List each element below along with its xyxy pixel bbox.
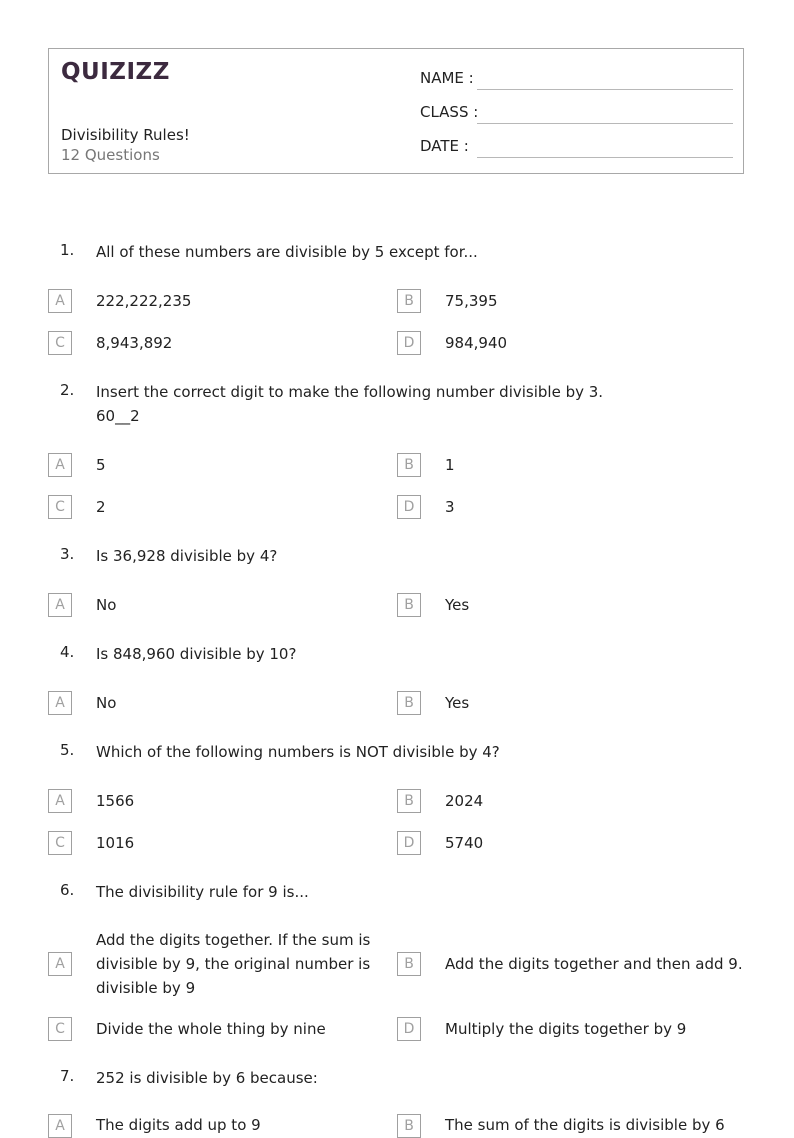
- question-text-line2: 60__2: [96, 407, 140, 425]
- question-number: 4.: [60, 643, 75, 661]
- option-text: 5740: [445, 834, 484, 852]
- option-letter-badge: D: [397, 1017, 421, 1041]
- option-letter-badge: A: [48, 691, 72, 715]
- option-letter-badge: B: [397, 453, 421, 477]
- option-letter-badge: A: [48, 289, 72, 313]
- question-text: Is 36,928 divisible by 4?: [96, 547, 278, 565]
- question-number: 7.: [60, 1067, 75, 1085]
- option-letter-badge: C: [48, 831, 72, 855]
- option-text: Add the digits together and then add 9.: [445, 955, 743, 973]
- option-letter-badge: B: [397, 289, 421, 313]
- option-text: 8,943,892: [96, 334, 173, 352]
- name-label: NAME :: [420, 69, 474, 87]
- option-text: 5: [96, 456, 106, 474]
- option-text: 75,395: [445, 292, 498, 310]
- option-letter-badge: A: [48, 952, 72, 976]
- question-number: 6.: [60, 881, 75, 899]
- question-text: Insert the correct digit to make the following number divisible by 3.: [96, 383, 604, 401]
- option-text: 984,940: [445, 334, 508, 352]
- option-letter-badge: A: [48, 453, 72, 477]
- worksheet-title: Divisibility Rules!: [61, 126, 190, 144]
- option-text: 3: [445, 498, 455, 516]
- option-text: 2: [96, 498, 106, 516]
- question-text: Which of the following numbers is NOT divisible by 4?: [96, 743, 500, 761]
- option-letter-badge: B: [397, 789, 421, 813]
- date-label: DATE :: [420, 137, 469, 155]
- option-letter-badge: D: [397, 831, 421, 855]
- option-letter-badge: D: [397, 495, 421, 519]
- option-text: 1016: [96, 834, 135, 852]
- option-letter-badge: A: [48, 789, 72, 813]
- option-text: Multiply the digits together by 9: [445, 1020, 687, 1038]
- option-text: 1566: [96, 792, 135, 810]
- option-text: 1: [445, 456, 455, 474]
- option-letter-badge: B: [397, 593, 421, 617]
- worksheet-header: [48, 48, 744, 174]
- question-text: All of these numbers are divisible by 5 except for...: [96, 243, 478, 261]
- option-text: No: [96, 596, 117, 614]
- quizizz-logo: QUIZIZZ: [61, 59, 170, 85]
- option-text: No: [96, 694, 117, 712]
- class-line: [477, 123, 733, 124]
- class-label: CLASS :: [420, 103, 479, 121]
- option-text: The sum of the digits is divisible by 6: [445, 1116, 725, 1134]
- option-letter-badge: C: [48, 495, 72, 519]
- question-number: 3.: [60, 545, 75, 563]
- question-number: 5.: [60, 741, 75, 759]
- option-letter-badge: C: [48, 1017, 72, 1041]
- option-letter-badge: A: [48, 1114, 72, 1138]
- name-line: [477, 89, 733, 90]
- option-text: Add the digits together. If the sum is divisible by 9, the original number is divisible by 9: [96, 931, 371, 997]
- question-count: 12 Questions: [61, 146, 160, 164]
- option-text: Yes: [445, 694, 470, 712]
- option-letter-badge: D: [397, 331, 421, 355]
- question-number: 1.: [60, 241, 75, 259]
- date-line: [477, 157, 733, 158]
- question-number: 2.: [60, 381, 75, 399]
- option-letter-badge: A: [48, 593, 72, 617]
- option-text: Divide the whole thing by nine: [96, 1020, 326, 1038]
- question-text: Is 848,960 divisible by 10?: [96, 645, 297, 663]
- question-text: 252 is divisible by 6 because:: [96, 1069, 318, 1087]
- option-letter-badge: C: [48, 331, 72, 355]
- option-text: The digits add up to 9: [96, 1116, 261, 1134]
- option-letter-badge: B: [397, 1114, 421, 1138]
- option-letter-badge: B: [397, 691, 421, 715]
- option-letter-badge: B: [397, 952, 421, 976]
- option-text: Yes: [445, 596, 470, 614]
- option-text: 2024: [445, 792, 484, 810]
- option-text: 222,222,235: [96, 292, 192, 310]
- question-text: The divisibility rule for 9 is...: [96, 883, 309, 901]
